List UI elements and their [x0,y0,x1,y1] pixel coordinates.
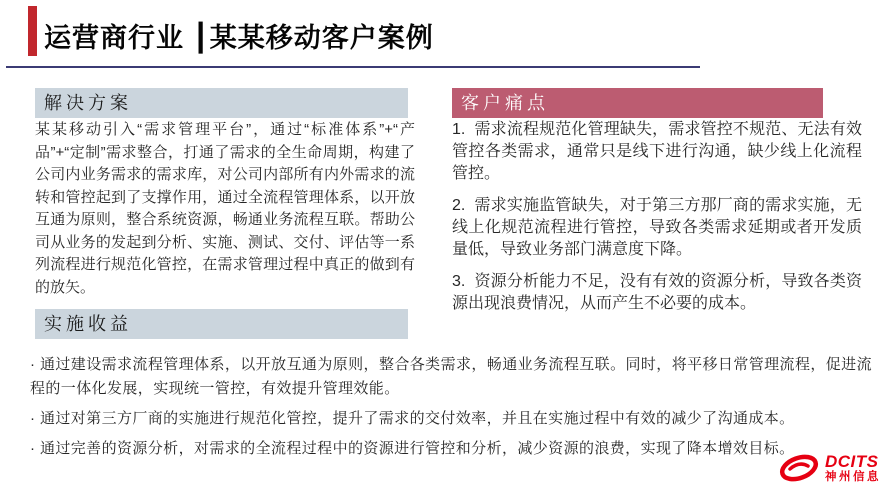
pain-points-section-header [452,88,823,118]
benefit-item-3: · 通过完善的资源分析，对需求的全流程过程中的资源进行管控和分析，减少资源的浪费，实现了降本增效目标。 [30,440,795,457]
pain-point-item-1: 1. 需求流程规范化管理缺失，需求管控不规范、无法有效管控各类需求，通常只是线下进行沟通，缺少线上化流程管控。 [452,121,862,182]
benefit-item-2: · 通过对第三方厂商的实施进行规范化管控，提升了需求的交付效率，并且在实施过程中有效的减少了沟通成本。 [30,410,795,427]
solution-body-text: 某某移动引入“需求管理平台”，通过“标准体系”+“产品”+“定制”需求整合，打通了需求的全生命周期，构建了公司内业务需求的需求库，对公司内部所有内外需求的流转和管控起到了支撑作用，通过全流程管理体系，以开放互通为原则，整合系统资源，畅通业务流程互联。帮助公司从业务的发起到分析、实施、测试、交付、评估等一系列流程进行规范化管控，在需求管理过程中真正的做到有的放矢。 [35,121,415,296]
pain-point-item-3: 3. 资源分析能力不足，没有有效的资源分析，导致各类资源出现浪费情况，从而产生不必要的成本。 [452,273,862,312]
pain-point-item-2: 2. 需求实施监管缺失，对于第三方那厂商的需求实施，无线上化规范流程进行管控，导致各类需求延期或者开发质量低，导致业务部门满意度下降。 [452,197,862,258]
page-title: 运营商行业 ┃某某移动客户案例 [44,23,434,53]
benefits-header-label: 实施收益 [44,314,132,334]
solution-section-header [35,88,408,118]
solution-header-label: 解决方案 [44,93,132,113]
logo-brand-text: DCITS [825,451,879,471]
pain-points-list [452,119,862,325]
dcits-swirl-icon [778,452,820,484]
benefits-list [30,353,872,467]
title-accent-bar [28,6,37,56]
benefits-section-header [35,309,408,339]
pain-points-header-label: 客户痛点 [461,93,549,113]
dcits-logo [778,452,881,484]
title-underline [6,66,700,68]
logo-company-text: 神州信息 [825,471,881,484]
benefit-item-1: · 通过建设需求流程管理体系，以开放互通为原则，整合各类需求，畅通业务流程互联。同时，将平移日常管理流程，促进流程的一体化发展，实现统一管控，有效提升管理效能。 [30,356,872,397]
dcits-logo-text [825,453,881,484]
